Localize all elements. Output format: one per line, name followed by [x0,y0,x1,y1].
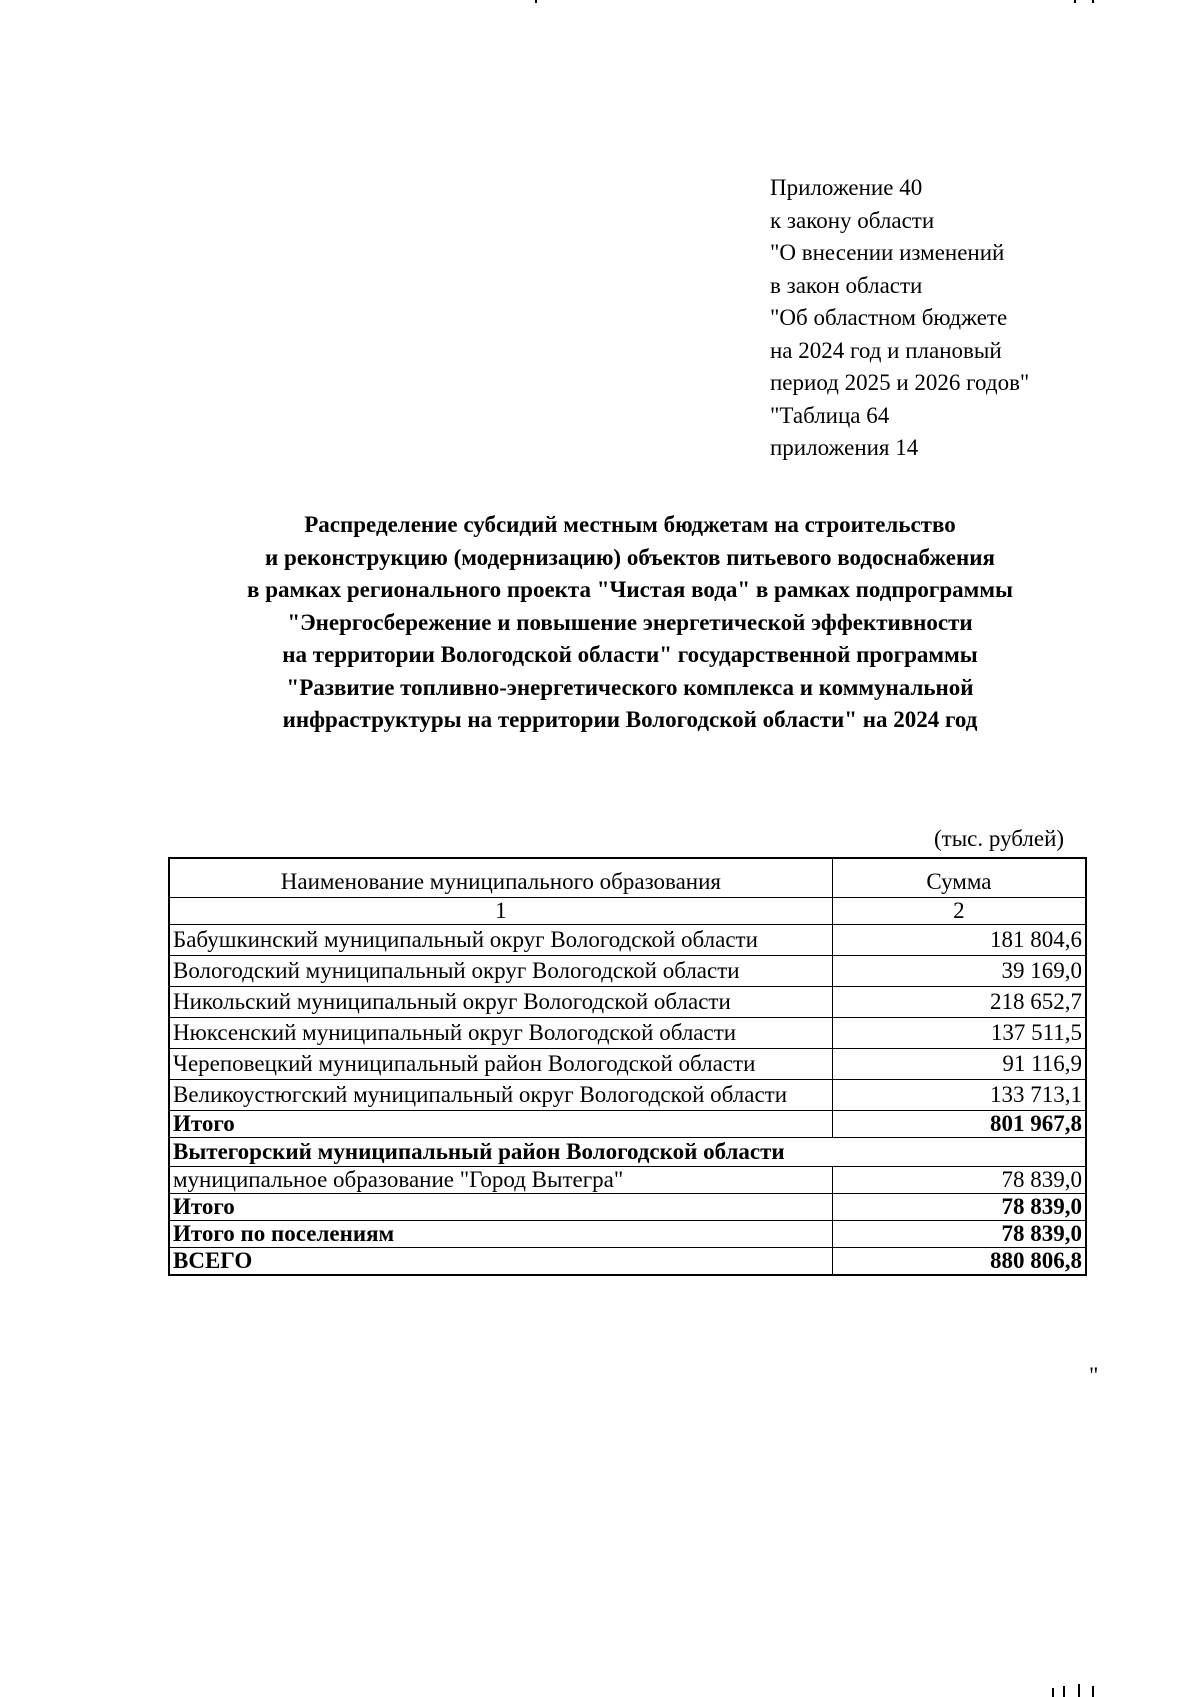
table-row [169,1049,1086,1080]
row-name: Никольский муниципальный округ Вологодской области [169,987,832,1018]
annex-line: период 2025 и 2026 годов" [770,370,1030,395]
table-row [169,956,1086,987]
subtotal-amount: 78 839,0 [832,1194,1086,1221]
closing-quote: " [1089,1363,1099,1388]
row-name: Череповецкий муниципальный район Вологодской области [169,1049,832,1080]
scan-artifact [1052,1688,1054,1697]
grand-total-row [169,1248,1086,1276]
row-amount: 218 652,7 [832,987,1086,1018]
title-line: на территории Вологодской области" государственной программы [282,642,978,667]
title-line: "Энергосбережение и повышение энергетической эффективности [287,609,973,635]
column-number: 1 [169,898,832,925]
row-name: Бабушкинский муниципальный округ Вологодской области [169,925,832,956]
grand-total-amount: 880 806,8 [832,1248,1086,1276]
annex-line: Приложение 40 [770,175,923,200]
column-number: 2 [832,898,1086,925]
title-line: Распределение субсидий местным бюджетам на строительство [304,512,956,537]
section-row [169,1138,1086,1167]
table-header-row [169,858,1086,898]
table-row [169,925,1086,956]
annex-line: на 2024 год и плановый [770,337,1002,363]
header-amount: Сумма [832,858,1086,898]
scan-artifact [1063,1686,1065,1697]
row-amount: 78 839,0 [832,1167,1086,1194]
row-name: Вологодский муниципальный округ Вологодской области [169,956,832,987]
settlements-total-row [169,1221,1086,1248]
settlements-total-label: Итого по поселениям [169,1221,832,1248]
scan-artifact [535,0,537,3]
subtotal-amount: 801 967,8 [832,1111,1086,1138]
subtotal-label: Итого [169,1194,832,1221]
scan-artifact [1074,0,1076,3]
title-line: инфраструктуры на территории Вологодской области" на 2024 год [282,707,978,732]
row-name: Нюксенский муниципальный округ Вологодской области [169,1018,832,1049]
table-row [169,1167,1086,1194]
subsidy-table [168,857,1087,1276]
row-amount: 39 169,0 [832,956,1086,987]
row-amount: 137 511,5 [832,1018,1086,1049]
title-line: "Развитие топливно-энергетического комплекса и коммунальной [286,674,974,700]
annex-line: в закон области [770,272,923,298]
header-name: Наименование муниципального образования [169,858,832,898]
table-row [169,1018,1086,1049]
row-name: Великоустюгский муниципальный округ Вологодской области [169,1080,832,1111]
subtotal-row [169,1194,1086,1221]
title-line: и реконструкцию (модернизацию) объектов питьевого водоснабжения [265,544,995,570]
settlements-total-amount: 78 839,0 [832,1221,1086,1248]
section-title: Вытегорский муниципальный район Вологодской области [169,1138,1086,1167]
subtotal-label: Итого [169,1111,832,1138]
row-amount: 181 804,6 [832,925,1086,956]
document-title [120,509,1140,737]
row-name: муниципальное образование "Город Вытегра" [169,1167,832,1194]
units-label: (тыс. рублей) [934,826,1065,851]
title-line: в рамках регионального проекта "Чистая вода" в рамках подпрограммы [247,577,1013,602]
annex-line: "Таблица 64 [770,402,890,428]
annex-line: "Об областном бюджете [770,305,1008,330]
annex-line: приложения 14 [770,435,919,460]
row-amount: 133 713,1 [832,1080,1086,1111]
subtotal-row [169,1111,1086,1138]
scan-artifact [1078,1684,1080,1697]
annex-line: к закону области [770,207,935,233]
table-row [169,1080,1086,1111]
annex-header [770,172,1029,465]
scan-artifact [1092,0,1094,3]
annex-line: "О внесении изменений [770,240,1005,265]
column-number-row [169,898,1086,925]
grand-total-label: ВСЕГО [169,1248,832,1276]
scan-artifact [1092,1686,1094,1697]
table-row [169,987,1086,1018]
row-amount: 91 116,9 [832,1049,1086,1080]
